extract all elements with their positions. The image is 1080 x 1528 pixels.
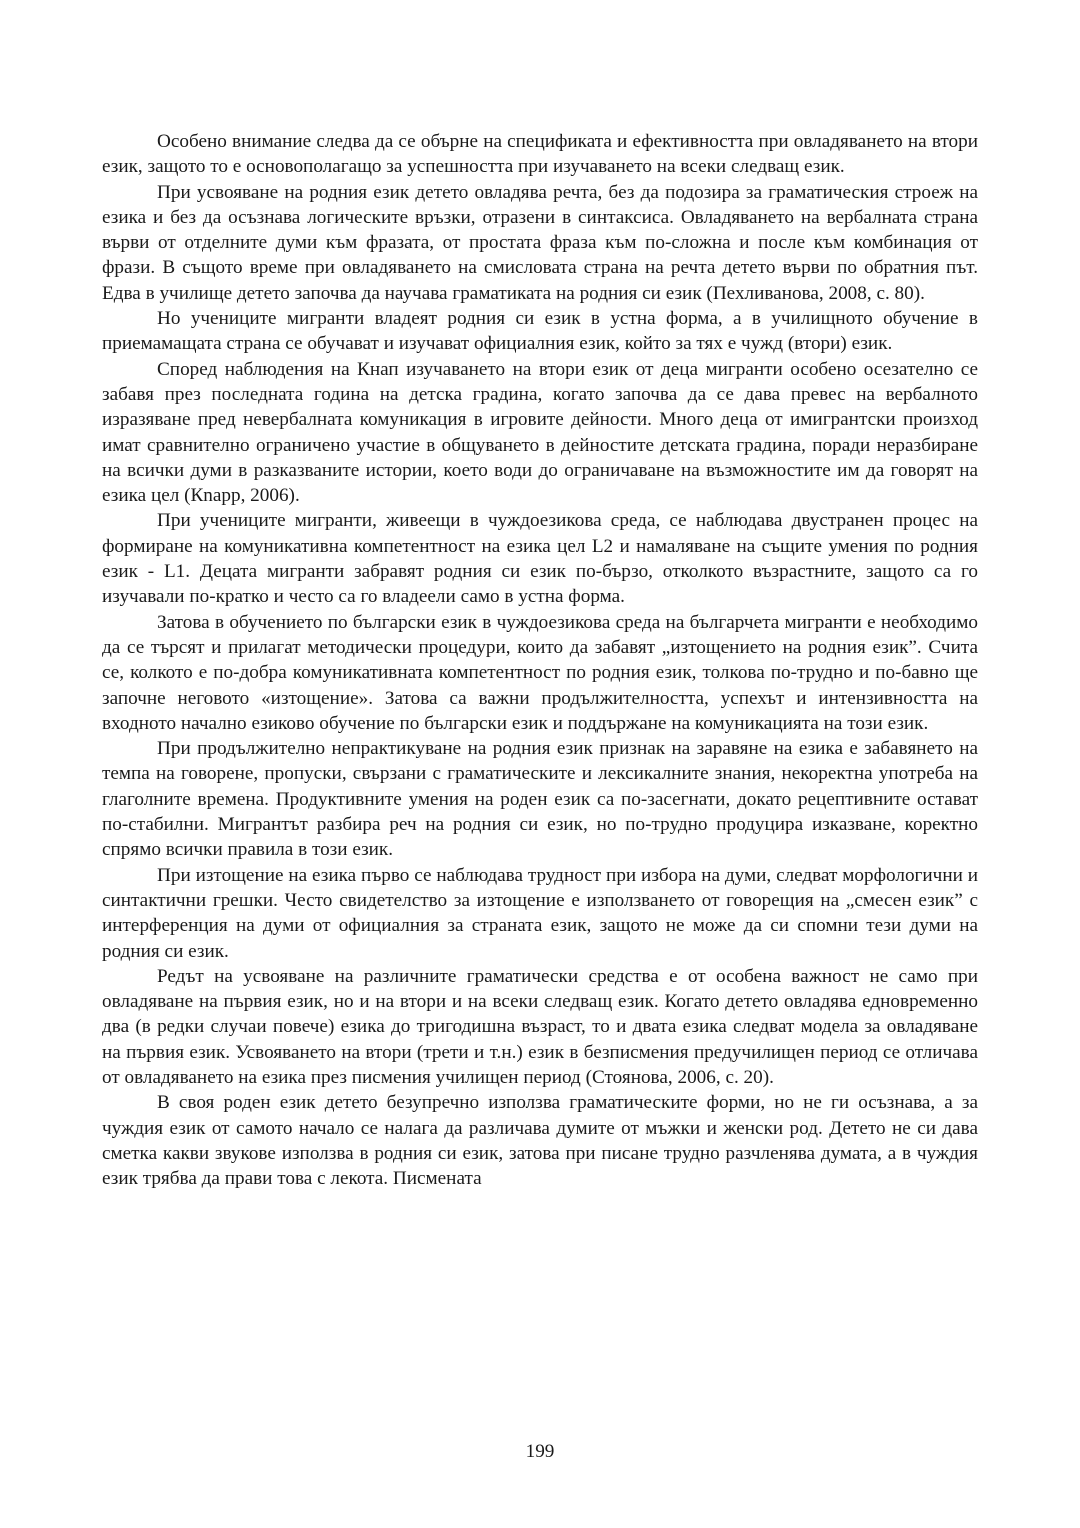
- paragraph-4: Според наблюдения на Кнап изучаването на втори език от деца мигранти особено осезателно се забавя през последната година на детска градина, когато започва да се дава превес на вербалното изразяване пред невербалната комуникация в игровите дейности. Много деца от имигрантски произход имат сравнително ограничено участие в общуването в дейностите детската градина, поради неразбиране на всички думи в разказваните истории, което води до ограничаване на възможностите им да говорят на езика цел (Кnapp, 2006).: [102, 358, 978, 507]
- paragraph-2: При усвояване на родния език детето овладява речта, без да подозира за граматическия строеж на езика и без да осъзнава логическите връзки, отразени в синтаксиса. Овладяването на вербалната страна върви от отделните думи към фразата, от простата фраза към по-сложна и после към комбинация от фрази. В същото време при овладяването на смисловата страна на речта детето върви по обратния път. Едва в училище детето започва да научава граматиката на родния си език (Пехливанова, 2008, с. 80).: [102, 181, 978, 304]
- paragraph-6: Затова в обучението по български език в чуждоезикова среда на българчета мигранти е необходимо да се търсят и прилагат методически процедури, които да забавят „изтощението на родния език”. Счита се, колкото е по-добра комуникативната компетентност по родния език, толкова по-трудно и по-бавно ще започне неговото «изтощение». Затова са важни продължителността, успехът и интензивността на входното начално езиково обучение по български език и поддържане на комуникацията на този език.: [102, 611, 978, 734]
- page-body: [102, 129, 978, 1191]
- paragraph-1: Особено внимание следва да се обърне на спецификата и ефективността при овладяването на втори език, защото то е основополагащо за успешността при изучаването на всеки следващ език.: [102, 131, 978, 178]
- paragraph-5: При учениците мигранти, живеещи в чуждоезикова среда, се наблюдава двустранен процес на формиране на комуникативна компетентност на езика цел L2 и намаляване на същите умения по родния език - L1. Децата мигранти забравят родния си език по-бързо, отколкото възрастните, защото са го изучавали по-кратко и често са го владеели само в устна форма.: [102, 510, 978, 608]
- paragraph-9: Редът на усвояване на различните граматически средства е от особена важност не само при овладяване на първия език, но и на втори и на всеки следващ език. Когато детето овладява едновременно два (в редки случаи повече) езика до тригодишна възраст, то и двата езика следват модела за овладяване на първия език. Усвояването на втори (трети и т.н.) език в безписмения предучилищен период се отличава от овладяването на езика през писмения училищен период (Стоянова, 2006, с. 20).: [102, 965, 978, 1088]
- paragraph-8: При изтощение на езика първо се наблюдава трудност при избора на думи, следват морфологични и синтактични грешки. Често свидетелство за изтощение е използването от говорещия на „смесен език” с интерференция на думи от официалния за страната език, защото не може да си спомни тези думи на родния си език.: [102, 864, 978, 962]
- paragraph-10: В своя роден език детето безупречно използва граматическите форми, но не ги осъзнава, а за чуждия език от самото начало се налага да различава думите от мъжки и женски род. Детето не си дава сметка какви звукове използва в родния си език, затова при писане трудно разчленява думата, а в чуждия език трябва да прави това с лекота. Писмената: [102, 1092, 978, 1190]
- paragraph-7: При продължително непрактикуване на родния език признак на заравяне на езика е забавянето на темпа на говорене, пропуски, свързани с граматическите и лексикалните знания, некоректна употреба на глаголните времена. Продуктивните умения на роден език са по-засегнати, докато рецептивните остават по-стабилни. Мигрантът разбира реч на родния си език, но по-трудно продуцира изказване, коректно спрямо всички правила в този език.: [102, 738, 978, 861]
- page-number: 199: [525, 1441, 555, 1462]
- paragraph-3: Но учениците мигранти владеят родния си език в устна форма, а в училищното обучение в приемамащата страна се обучават и изучават официалния език, който за тях е чужд (втори) език.: [102, 308, 978, 355]
